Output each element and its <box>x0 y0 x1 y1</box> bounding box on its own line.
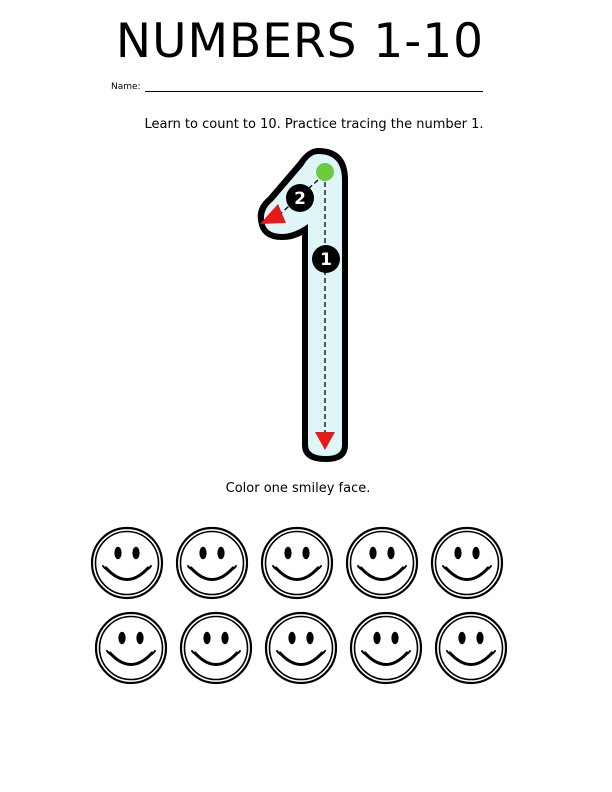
smiley-face-icon[interactable] <box>93 610 169 686</box>
name-label: Name: <box>111 82 141 92</box>
smiley-face-icon[interactable] <box>259 525 335 601</box>
green-start-dot-icon <box>316 163 334 181</box>
number-one-tracing-figure[interactable] <box>248 140 358 470</box>
smiley-face-icon[interactable] <box>178 610 254 686</box>
smiley-face-icon[interactable] <box>433 610 509 686</box>
stroke-two-label: 2 <box>294 189 306 209</box>
page-title: NUMBERS 1-10 <box>115 14 485 69</box>
smiley-face-icon[interactable] <box>344 525 420 601</box>
smiley-face-icon[interactable] <box>174 525 250 601</box>
name-input-line[interactable] <box>145 82 483 92</box>
color-instruction: Color one smiley face. <box>225 481 371 496</box>
smiley-face-grid <box>89 525 513 695</box>
smiley-face-icon[interactable] <box>429 525 505 601</box>
trace-instruction: Learn to count to 10. Practice tracing the number 1. <box>144 117 484 132</box>
smiley-face-icon[interactable] <box>348 610 424 686</box>
smiley-face-icon[interactable] <box>263 610 339 686</box>
smiley-face-icon[interactable] <box>89 525 165 601</box>
stroke-one-label: 1 <box>320 250 332 270</box>
name-row <box>111 82 483 92</box>
